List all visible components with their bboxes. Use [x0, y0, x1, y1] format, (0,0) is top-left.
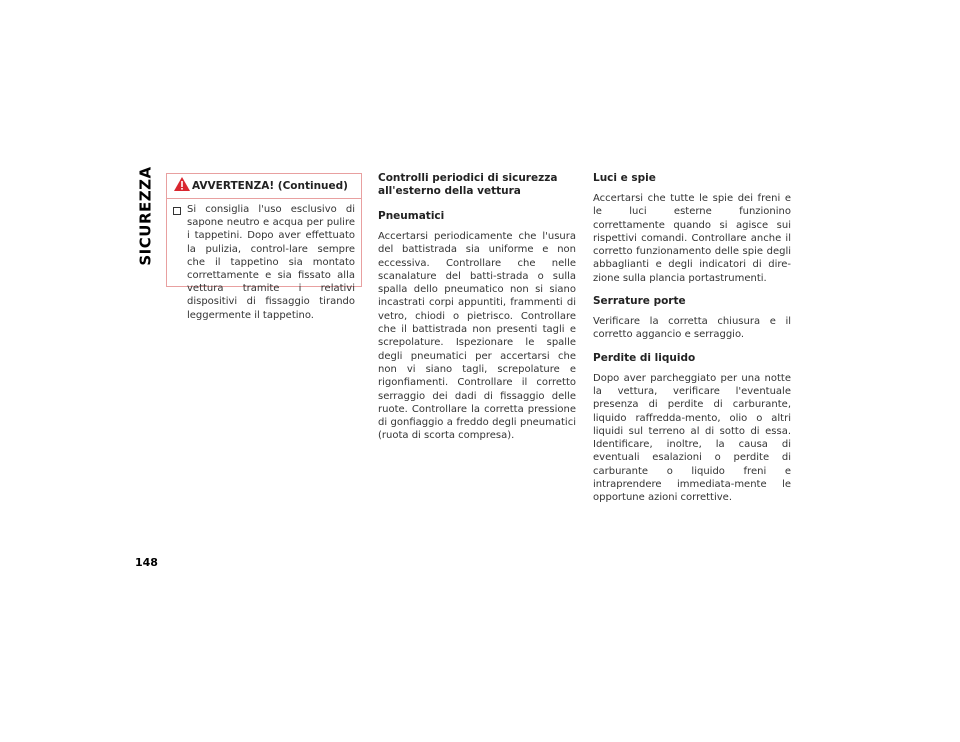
- warning-box: [166, 173, 362, 321]
- middle-column: [378, 172, 576, 453]
- warning-list-item: [167, 199, 361, 322]
- section-tab-label: SICUREZZA: [137, 166, 156, 266]
- page-number: 148: [135, 556, 158, 569]
- paragraph-perdite-di-liquido: Dopo aver parcheggiato per una notte la vettura, verificare l'eventuale presenza di perdite di carburante, liquido raffredda-mento, olio o altri liquidi sul terreno al di sotto di essa. Identificare, inoltre, la causa di eventuali esalazioni o perdite di carburante o liquido freni e intraprendere immediata-mente le opportune azioni correttive.: [593, 372, 791, 504]
- subheading-serrature-porte: Serrature porte: [593, 295, 686, 308]
- right-column: [593, 172, 791, 515]
- subheading-pneumatici: Pneumatici: [378, 210, 445, 222]
- warning-title: AVVERTENZA! (Continued): [192, 180, 348, 192]
- warning-header: [167, 174, 361, 199]
- bullet-square-icon: [173, 207, 181, 215]
- paragraph-luci-e-spie: Accertarsi che tutte le spie dei freni e le luci esterne funzionino correttamente quando si agisce sui rispettivi comandi. Controllare anche il corretto funzionamento delle spie degli abbaglianti e degli indicatori di dire-zione sulla plancia portastrumenti.: [593, 193, 791, 284]
- paragraph-serrature-porte: Verificare la corretta chiusura e il corretto aggancio e serraggio.: [593, 316, 791, 341]
- section-tab: [136, 166, 156, 266]
- section-heading: Controlli periodici di sicurezza all'esterno della vettura: [378, 172, 558, 197]
- warning-triangle-icon: [173, 176, 191, 192]
- paragraph-pneumatici: Accertarsi periodicamente che l'usura del battistrada sia uniforme e non eccessiva. Controllare che nelle scanalature del batti-strada o sulla spalla dello pneumatico non si siano incastrati corpi appuntiti, frammenti di vetro, chiodi o pietrisco. Controllare che il battistrada non presenti tagli e screpolature. Ispezionare le spalle degli pneumatici per accertarsi che non vi siano tagli, screpolature e rigonfiamenti. Controllare il corretto serraggio dei dadi di fissaggio delle ruote. Controllare la corretta pressione di gonfiaggio a freddo degli pneumatici (ruota di scorta compresa).: [378, 231, 576, 442]
- warning-item-text: Si consiglia l'uso esclusivo di sapone neutro e acqua per pulire i tappetini. Dopo aver effettuato la pulizia, control-lare sempre che il tappetino sia montato correttamente e sia fissato alla vettura tramite i relativi dispositivi di fissaggio tirando leggermente il tappetino.: [187, 204, 355, 321]
- subheading-perdite-di-liquido: Perdite di liquido: [593, 351, 696, 364]
- subheading-luci-e-spie: Luci e spie: [593, 172, 656, 184]
